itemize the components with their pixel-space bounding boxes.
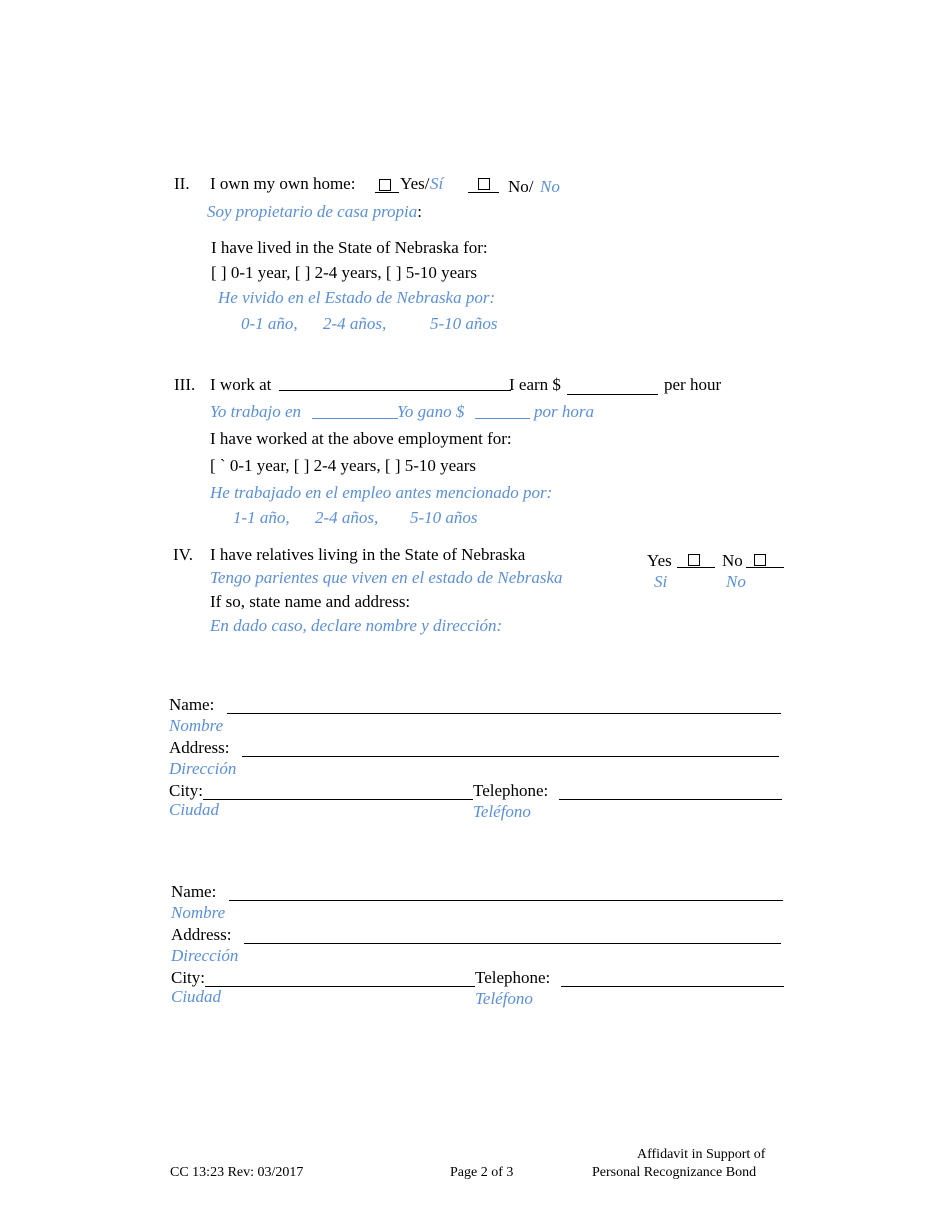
telephone-label: Telephone: — [473, 781, 549, 800]
lived-question: I have lived in the State of Nebraska for: — [211, 238, 488, 257]
city-field[interactable] — [205, 986, 475, 987]
page-number: Page 2 of 3 — [450, 1165, 514, 1180]
section-number: IV. — [173, 545, 193, 564]
telephone-label: Telephone: — [475, 968, 551, 987]
name-label: Name: — [171, 882, 217, 901]
address-label: Address: — [169, 738, 230, 757]
form-title-line2: Personal Recognizance Bond — [592, 1165, 757, 1180]
lived-question-es: He vivido en el Estado de Nebraska por: — [218, 288, 496, 307]
worked-option-es: 5-10 años — [410, 508, 478, 527]
worked-question-es: He trabajado en el empleo antes mencionado por: — [210, 483, 553, 502]
relatives-question-es: Tengo parientes que viven en el estado de Nebraska — [210, 568, 563, 587]
if-so-instruction: If so, state name and address: — [210, 592, 411, 611]
section-number: II. — [174, 174, 190, 193]
relatives-no-underline — [746, 567, 784, 568]
home-question-es: Soy propietario de casa propia: — [207, 202, 423, 221]
work-at-field-es — [312, 418, 398, 419]
city-field[interactable] — [203, 799, 473, 800]
earn-field[interactable] — [567, 394, 658, 395]
city-label: City: — [171, 968, 206, 987]
home-yes-underline — [375, 192, 399, 193]
lived-option-es: 5-10 años — [430, 314, 498, 333]
worked-options: [ ` 0-1 year, [ ] 2-4 years, [ ] 5-10 years — [210, 456, 477, 475]
home-yes-label-es: Sí — [430, 174, 444, 193]
home-no-label: No/ — [508, 177, 534, 196]
home-question: I own my own home: — [210, 174, 356, 193]
address-label-es: Dirección — [169, 759, 237, 778]
name-field[interactable] — [227, 713, 781, 714]
relatives-question: I have relatives living in the State of Nebraska — [210, 545, 526, 564]
worked-option-es: 1-1 año, — [233, 508, 290, 527]
relatives-yes-checkbox[interactable] — [688, 554, 700, 566]
name-label: Name: — [169, 695, 215, 714]
city-label-es: Ciudad — [171, 987, 222, 1006]
relatives-no-label-es: No — [726, 572, 746, 591]
home-yes-label: Yes/ — [400, 174, 430, 193]
address-field[interactable] — [244, 943, 781, 944]
worked-option-es: 2-4 años, — [315, 508, 379, 527]
earn-field-es — [475, 418, 530, 419]
city-label: City: — [169, 781, 204, 800]
form-title-line1: Affidavit in Support of — [637, 1147, 766, 1162]
relatives-no-label: No — [722, 551, 743, 570]
per-hour-label-es: por hora — [534, 402, 594, 421]
lived-options: [ ] 0-1 year, [ ] 2-4 years, [ ] 5-10 years — [211, 263, 478, 282]
lived-option-es: 2-4 años, — [323, 314, 387, 333]
work-at-label-es: Yo trabajo en — [210, 402, 302, 421]
lived-option-es: 0-1 año, — [241, 314, 298, 333]
relatives-yes-label: Yes — [647, 551, 672, 570]
home-no-underline — [468, 192, 499, 193]
section-number: III. — [174, 375, 196, 394]
work-at-label: I work at — [210, 375, 272, 394]
telephone-field[interactable] — [561, 986, 784, 987]
relatives-yes-label-es: Si — [654, 572, 668, 591]
telephone-label-es: Teléfono — [473, 802, 531, 821]
home-yes-checkbox[interactable] — [379, 179, 391, 191]
relatives-no-checkbox[interactable] — [754, 554, 766, 566]
per-hour-label: per hour — [664, 375, 722, 394]
address-field[interactable] — [242, 756, 779, 757]
name-label-es: Nombre — [171, 903, 226, 922]
earn-label: I earn $ — [509, 375, 561, 394]
home-no-checkbox[interactable] — [478, 178, 490, 190]
address-label-es: Dirección — [171, 946, 239, 965]
work-at-field[interactable] — [279, 390, 511, 391]
if-so-instruction-es: En dado caso, declare nombre y dirección: — [210, 616, 503, 635]
earn-label-es: Yo gano $ — [397, 402, 465, 421]
home-no-label-es: No — [540, 177, 560, 196]
name-label-es: Nombre — [169, 716, 224, 735]
city-label-es: Ciudad — [169, 800, 220, 819]
worked-question: I have worked at the above employment for: — [210, 429, 512, 448]
name-field[interactable] — [229, 900, 783, 901]
telephone-field[interactable] — [559, 799, 782, 800]
telephone-label-es: Teléfono — [475, 989, 533, 1008]
address-label: Address: — [171, 925, 232, 944]
form-code: CC 13:23 Rev: 03/2017 — [170, 1165, 304, 1180]
relatives-yes-underline — [677, 567, 715, 568]
